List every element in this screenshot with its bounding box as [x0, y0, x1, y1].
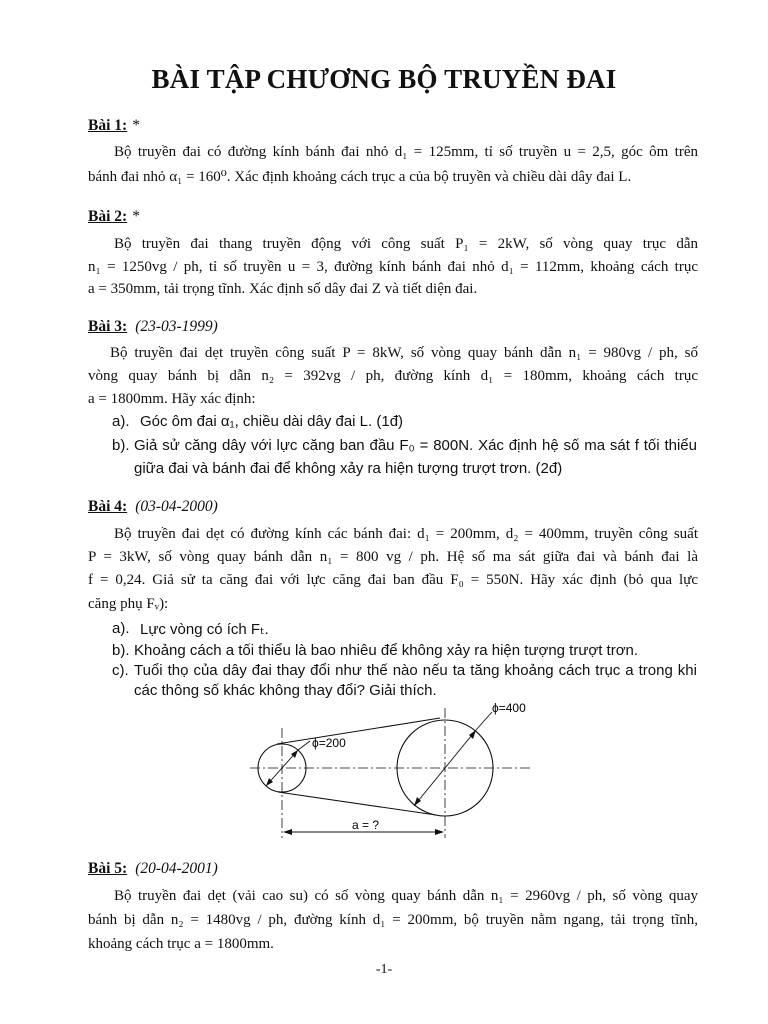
exercise-3-line-2: vòng quay bánh bị dẫn n₂ = 392vg / ph, đường kính d₁ = 180mm, khoảng cách trục	[88, 368, 698, 384]
large-diameter-leader	[476, 712, 492, 730]
exercise-4-item-a-label: a).	[112, 620, 130, 637]
exercise-3-item-a-text: Góc ôm đai α₁, chiều dài dây đai L. (1đ)	[140, 413, 404, 430]
exercise-4-line-2: P = 3kW, số vòng quay bánh dẫn n₁ = 800 vg / ph. Hệ số ma sát giữa đai và bánh đai là	[88, 549, 698, 565]
exercise-1-label: Bài 1:	[88, 117, 128, 134]
exercise-5-line-3: khoảng cách trục a = 1800mm.	[88, 936, 274, 952]
exercise-4-line-4: căng phụ Fᵥ):	[88, 596, 169, 612]
page-number: -1-	[375, 962, 393, 977]
exercise-3-item-b-text-1: Giả sử căng dây với lực căng ban đầu F₀ = 800N. Xác định hệ số ma sát f tối thiểu	[134, 437, 697, 454]
exercise-4-line-3: f = 0,24. Giả sử ta căng đai với lực căng đai ban đầu F₀ = 550N. Hãy xác định (bỏ qua lực	[88, 572, 698, 588]
page-title: BÀI TẬP CHƯƠNG BỘ TRUYỀN ĐAI	[151, 64, 617, 94]
exercise-2-line-1: Bộ truyền đai thang truyền động với công suất P₁ = 2kW, số vòng quay trục dẫn	[114, 236, 698, 252]
exercise-4-item-b-label: b).	[112, 642, 130, 659]
center-distance-arrow-right	[435, 829, 444, 835]
exercise-1-line-2: bánh đai nhỏ α₁ = 160⁰. Xác định khoảng cách trục a của bộ truyền và chiều dài dây đai L.	[88, 169, 632, 185]
exercise-5-line-2: bánh bị dẫn n₂ = 1480vg / ph, đường kính d₁ = 200mm, bộ truyền nằm ngang, tải trọng tĩnh,	[88, 912, 698, 928]
exercise-4-item-c-label: c).	[112, 662, 129, 679]
exercise-5-label: Bài 5:	[88, 860, 128, 877]
exercise-4-line-1: Bộ truyền đai dẹt có đường kính các bánh đai: d₁ = 200mm, d₂ = 400mm, truyền công suất	[114, 526, 698, 542]
exercise-5-line-1: Bộ truyền đai dẹt (vải cao su) có số vòng quay bánh dẫn n₁ = 2960vg / ph, số vòng quay	[114, 888, 698, 904]
belt-upper-strand	[277, 718, 440, 744]
exercise-2-star: *	[132, 208, 140, 225]
exercise-4-date: (03-04-2000)	[135, 498, 218, 515]
exercise-3-label: Bài 3:	[88, 318, 128, 335]
exercise-1-star: *	[132, 117, 140, 134]
exercise-3-item-b-text-2: giữa đai và bánh đai để không xảy ra hiện tượng trượt trơn. (2đ)	[134, 460, 563, 477]
exercise-2-line-2: n₁ = 1250vg / ph, tỉ số truyền u = 3, đường kính bánh đai nhỏ d₁ = 112mm, khoảng cách trục	[88, 259, 698, 275]
exercise-4-item-b-text: Khoảng cách a tối thiểu là bao nhiêu để không xảy ra hiện tượng trượt trơn.	[134, 642, 639, 659]
exercise-3-date: (23-03-1999)	[135, 318, 218, 335]
exercise-3-line-3: a = 1800mm. Hãy xác định:	[88, 391, 256, 407]
exercise-5-date: (20-04-2001)	[135, 860, 218, 877]
exercise-5-heading	[88, 860, 218, 878]
large-pulley-diameter-label: ϕ=400	[492, 701, 526, 715]
center-distance-arrow-left	[283, 829, 292, 835]
center-distance-label: a = ?	[352, 818, 380, 832]
exercise-4-item-a-text: Lực vòng có ích Fₜ.	[140, 621, 269, 638]
exercise-1-line-1: Bộ truyền đai có đường kính bánh đai nhỏ d₁ = 125mm, tỉ số truyền u = 2,5, góc ôm trên	[114, 144, 698, 160]
small-pulley-diameter-label: ϕ=200	[312, 736, 346, 750]
exercise-3-line-1: Bộ truyền đai dẹt truyền công suất P = 8kW, số vòng quay bánh dẫn n₁ = 980vg / ph, số	[110, 345, 698, 361]
exercise-4-item-c-text-1: Tuổi thọ của dây đai thay đổi như thế nào nếu ta tăng khoảng cách trục a trong khi	[134, 662, 697, 679]
exercise-3-item-a-label: a).	[112, 413, 130, 430]
exercise-4-label: Bài 4:	[88, 498, 128, 515]
exercise-4-item-c-text-2: các thông số khác không thay đổi? Giải thích.	[134, 682, 437, 699]
exercise-3-item-b-label: b).	[112, 437, 130, 454]
small-diameter-leader	[298, 741, 310, 750]
exercise-2-line-3: a = 350mm, tải trọng tĩnh. Xác định số dây đai Z và tiết diện đai.	[88, 281, 478, 297]
exercise-2-label: Bài 2:	[88, 208, 128, 225]
